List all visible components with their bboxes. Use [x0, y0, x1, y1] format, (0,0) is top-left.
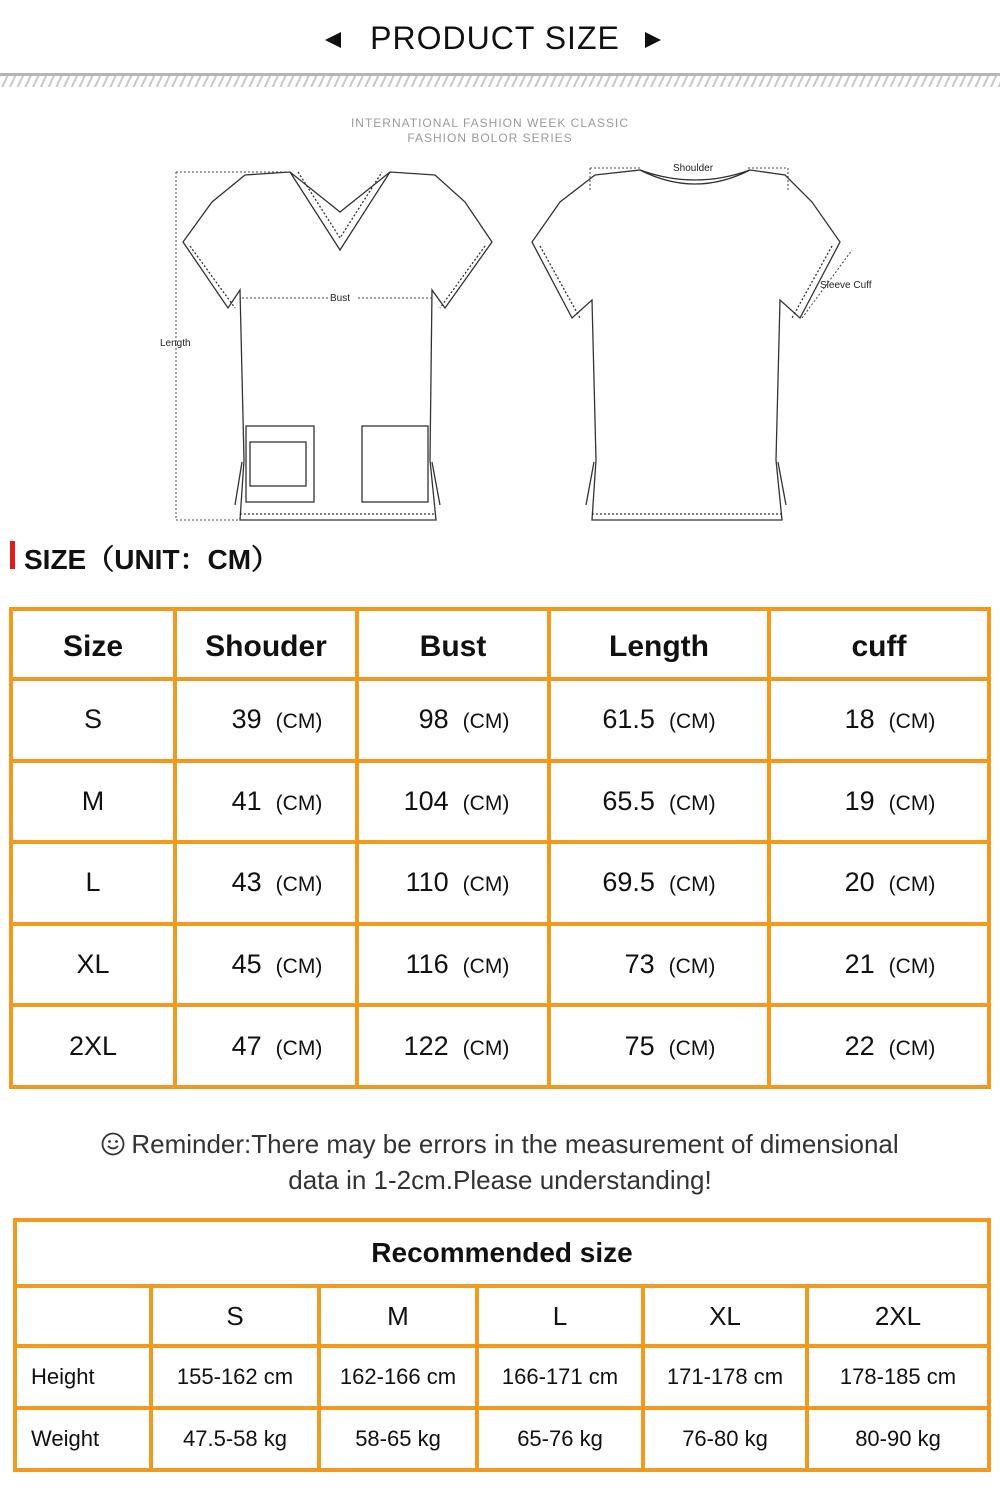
- table-row: [11, 1005, 989, 1087]
- height-cell: 171-178 cm: [643, 1346, 807, 1408]
- reminder-note: [30, 1126, 970, 1198]
- sleeve-cuff-label: Sleeve Cuff: [820, 280, 872, 291]
- shoulder-cell: 41 (CM): [175, 761, 357, 843]
- bust-cell: 98 (CM): [357, 679, 549, 761]
- size-cell: XL: [11, 924, 175, 1006]
- table-row: [11, 842, 989, 924]
- rec-size-cell: S: [151, 1286, 319, 1346]
- size-cell: S: [11, 679, 175, 761]
- rec-size-cell: 2XL: [807, 1286, 989, 1346]
- weight-cell: 76-80 kg: [643, 1408, 807, 1470]
- size-table-header: [11, 609, 989, 679]
- height-cell: 178-185 cm: [807, 1346, 989, 1408]
- header-divider: [0, 73, 1000, 87]
- size-table: [9, 607, 991, 1089]
- recommended-title-row: [15, 1220, 989, 1286]
- weight-cell: 65-76 kg: [477, 1408, 643, 1470]
- table-row: [11, 924, 989, 1006]
- rec-size-cell: L: [477, 1286, 643, 1346]
- back-view: [532, 170, 840, 520]
- bust-cell: 122 (CM): [357, 1005, 549, 1087]
- page-title: PRODUCT SIZE: [370, 20, 620, 56]
- cuff-cell: 22 (CM): [769, 1005, 989, 1087]
- header-length: Length: [549, 609, 769, 679]
- header-shoulder: Shouder: [175, 609, 357, 679]
- height-cell: 166-171 cm: [477, 1346, 643, 1408]
- length-cell: 61.5 (CM): [549, 679, 769, 761]
- weight-row: [15, 1408, 989, 1470]
- rec-size-cell: XL: [643, 1286, 807, 1346]
- header-size: Size: [11, 609, 175, 679]
- front-view: [183, 172, 492, 520]
- arrow-right-icon: [645, 32, 661, 48]
- brand-line-2: FASHION BOLOR SERIES: [407, 131, 573, 145]
- cuff-cell: 21 (CM): [769, 924, 989, 1006]
- height-row: [15, 1346, 989, 1408]
- smiley-icon: [101, 1132, 125, 1156]
- cuff-cell: 18 (CM): [769, 679, 989, 761]
- height-cell: 155-162 cm: [151, 1346, 319, 1408]
- weight-cell: 80-90 kg: [807, 1408, 989, 1470]
- reminder-line-1: Reminder:There may be errors in the measurement of dimensional: [30, 1126, 970, 1162]
- height-label: Height: [15, 1346, 151, 1408]
- garment-diagram: [140, 150, 880, 535]
- table-row: [11, 679, 989, 761]
- length-cell: 75 (CM): [549, 1005, 769, 1087]
- bust-cell: 104 (CM): [357, 761, 549, 843]
- shoulder-cell: 45 (CM): [175, 924, 357, 1006]
- brand-line-1: INTERNATIONAL FASHION WEEK CLASSIC: [350, 116, 630, 130]
- bust-cell: 110 (CM): [357, 842, 549, 924]
- recommended-size-table: [13, 1218, 991, 1472]
- shoulder-cell: 47 (CM): [175, 1005, 357, 1087]
- shoulder-cell: 39 (CM): [175, 679, 357, 761]
- weight-cell: 47.5-58 kg: [151, 1408, 319, 1470]
- size-heading-text: SIZE（UNIT：CM）: [24, 544, 280, 575]
- shoulder-cell: 43 (CM): [175, 842, 357, 924]
- length-cell: 69.5 (CM): [549, 842, 769, 924]
- length-label: Length: [160, 338, 191, 349]
- rec-size-cell: M: [319, 1286, 477, 1346]
- cuff-cell: 19 (CM): [769, 761, 989, 843]
- cuff-cell: 20 (CM): [769, 842, 989, 924]
- weight-cell: 58-65 kg: [319, 1408, 477, 1470]
- length-cell: 73 (CM): [549, 924, 769, 1006]
- bust-label: Bust: [330, 293, 351, 304]
- recommended-size-row: [15, 1286, 989, 1346]
- header-cuff: cuff: [769, 609, 989, 679]
- page-header: [0, 0, 1000, 92]
- size-cell: M: [11, 761, 175, 843]
- bust-cell: 116 (CM): [357, 924, 549, 1006]
- accent-bar: [10, 541, 15, 569]
- header-bust: Bust: [357, 609, 549, 679]
- recommended-title: Recommended size: [15, 1220, 989, 1286]
- weight-label: Weight: [15, 1408, 151, 1470]
- shoulder-label: Shoulder: [673, 163, 714, 174]
- size-cell: L: [11, 842, 175, 924]
- size-cell: 2XL: [11, 1005, 175, 1087]
- table-row: [11, 761, 989, 843]
- reminder-line-2: data in 1-2cm.Please understanding!: [288, 1165, 712, 1195]
- empty-cell: [15, 1286, 151, 1346]
- height-cell: 162-166 cm: [319, 1346, 477, 1408]
- length-cell: 65.5 (CM): [549, 761, 769, 843]
